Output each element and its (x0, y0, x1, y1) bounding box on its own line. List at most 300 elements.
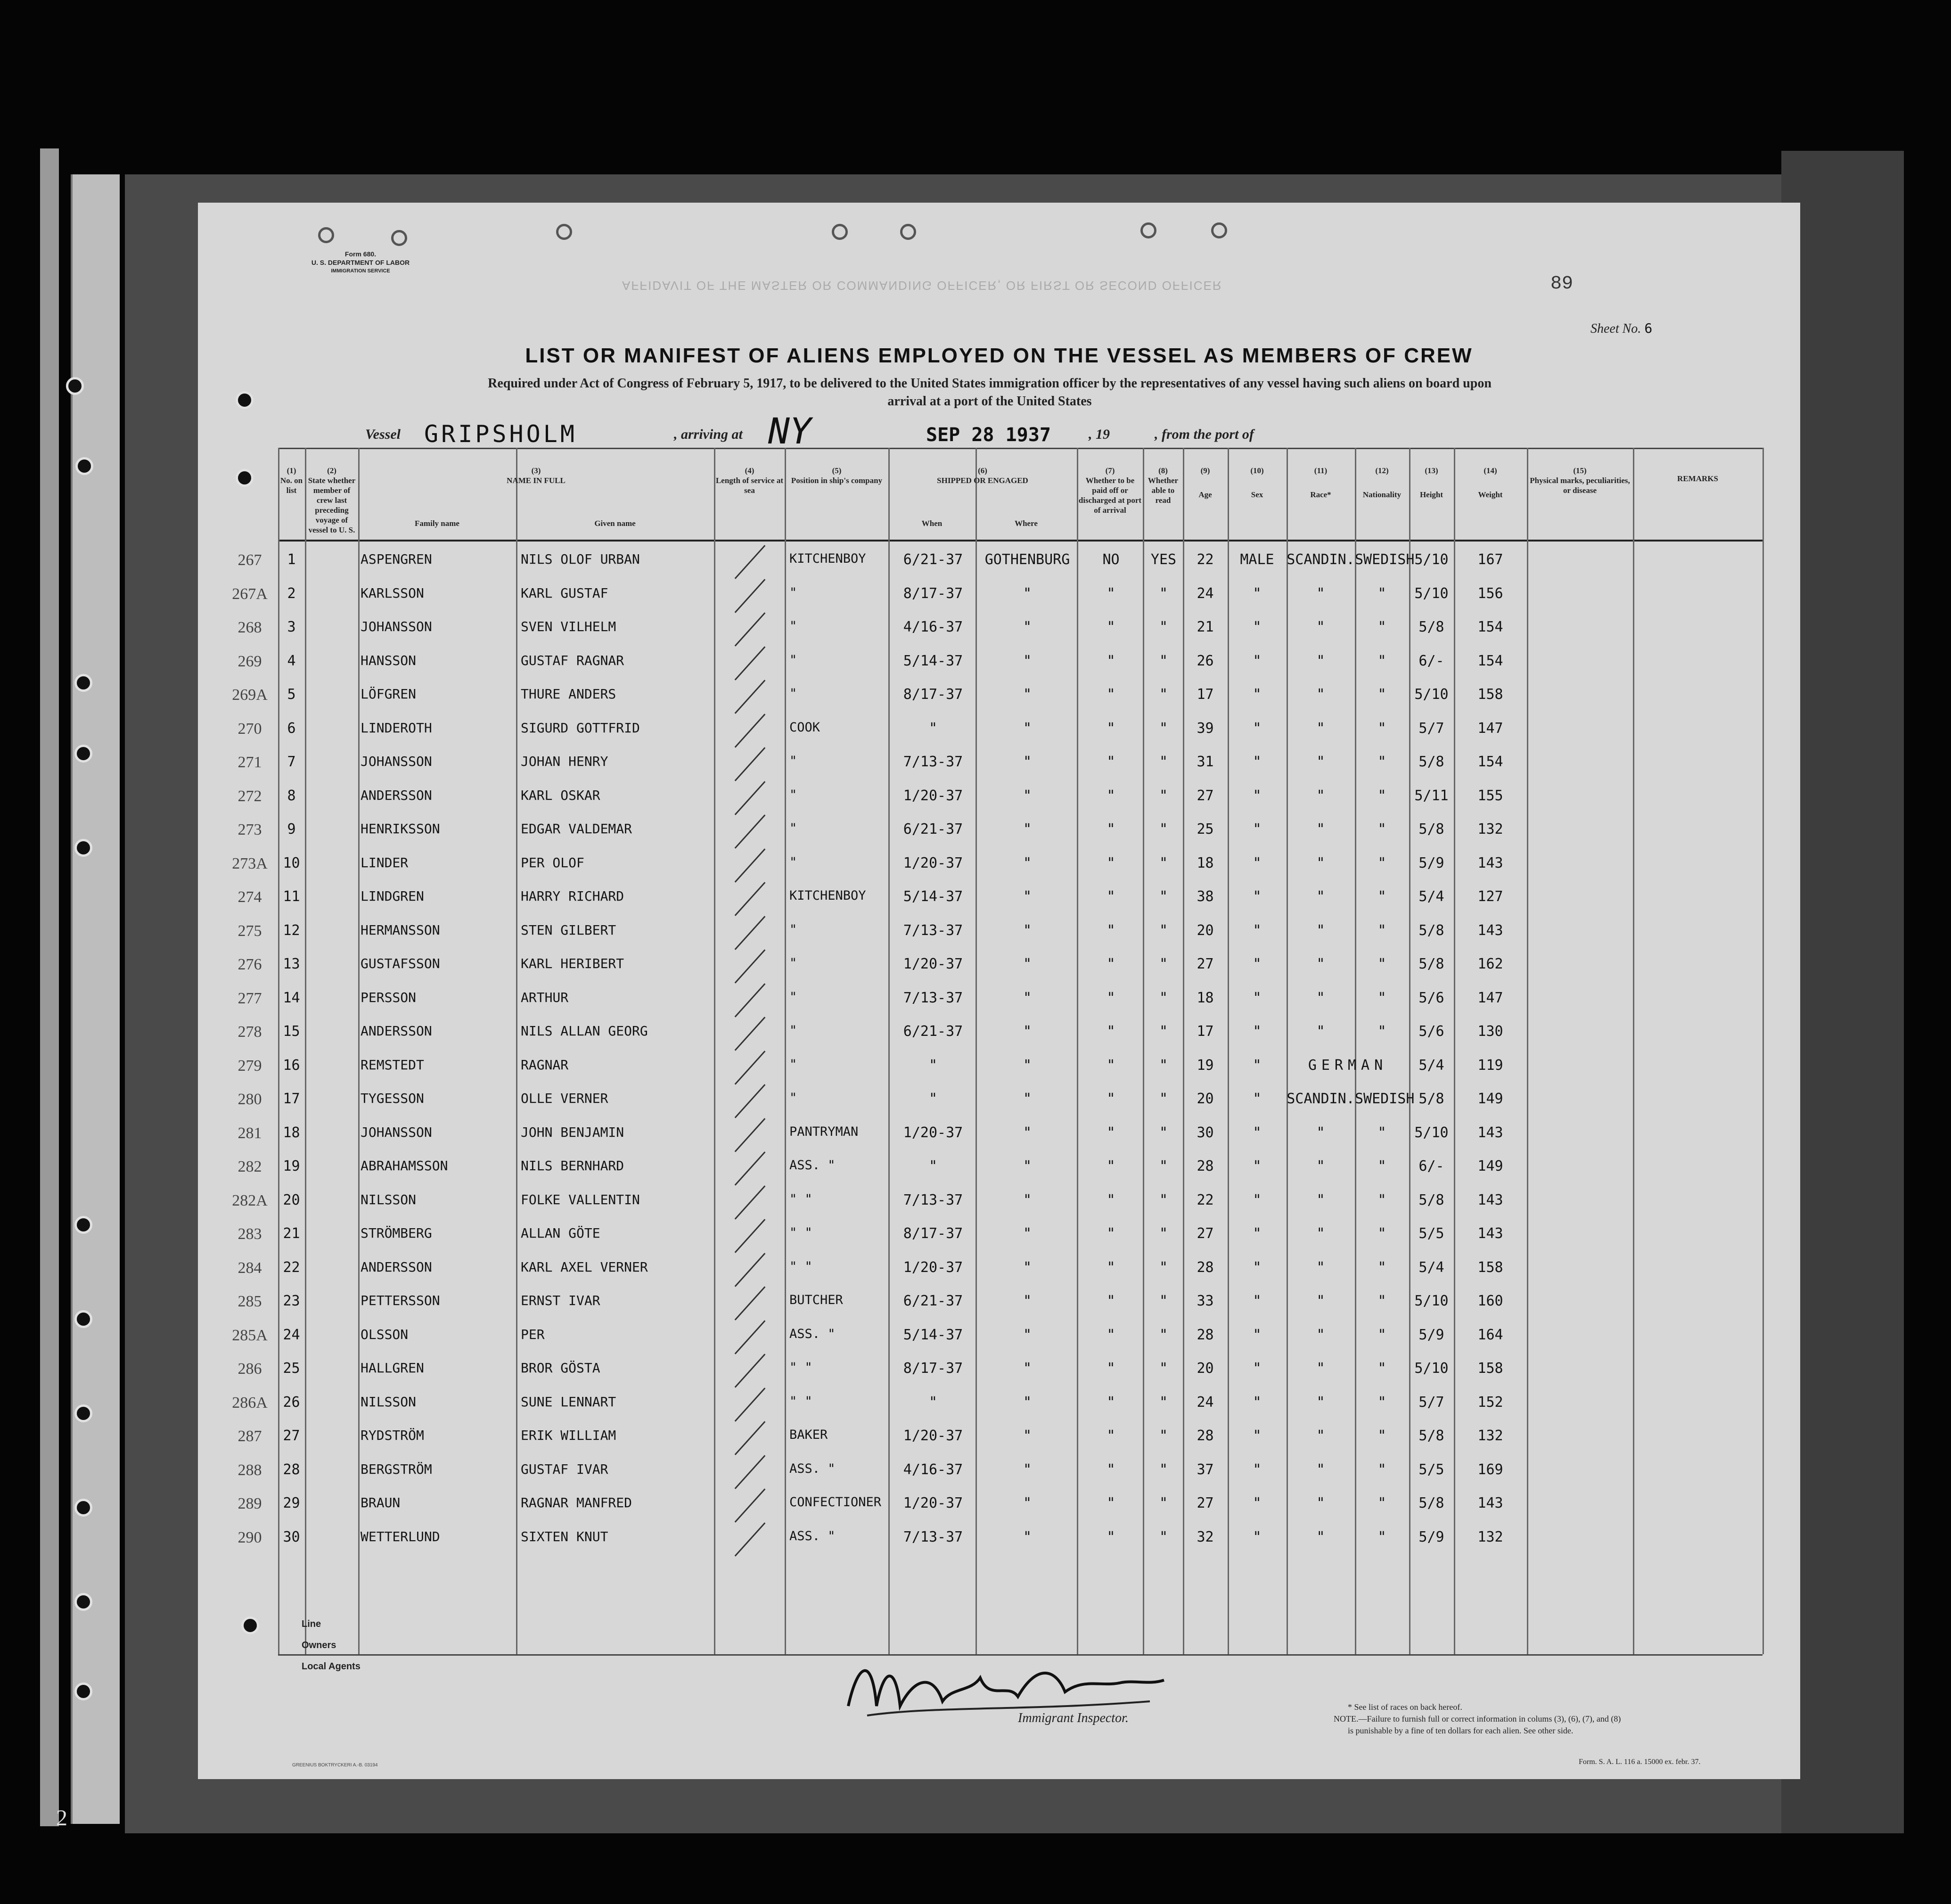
cell-row-number: 26 (283, 1394, 300, 1411)
cell-weight: 164 (1477, 1326, 1503, 1343)
vessel-label: Vessel (365, 427, 401, 442)
cell-shipped-when: 1/20-37 (903, 1495, 963, 1511)
table-row (238, 1490, 1762, 1524)
cell-ledger-number: 289 (238, 1495, 262, 1512)
cell-height: 6/- (1418, 652, 1444, 669)
vessel-name: GRIPSHOLM (424, 420, 577, 448)
cell-height: 5/7 (1418, 720, 1444, 737)
cell-height: 5/8 (1418, 821, 1444, 837)
cell-shipped-where: " (1023, 1293, 1032, 1309)
cell-position: " (789, 619, 797, 633)
cell-able-to-read: " (1159, 1225, 1168, 1242)
col-label: Length of service at sea (715, 476, 784, 495)
cell-sex: " (1253, 1191, 1262, 1208)
cell-paid-off: " (1107, 686, 1115, 703)
cell-position: " (789, 922, 797, 937)
cell-ledger-number: 271 (238, 754, 262, 771)
cell-given-name: JOHN BENJAMIN (521, 1124, 624, 1140)
cell-shipped-where: " (1023, 787, 1032, 804)
footnote (1334, 1701, 1777, 1737)
cell-paid-off: " (1107, 956, 1115, 972)
cell-family-name: TYGESSON (361, 1091, 424, 1106)
cell-able-to-read: " (1159, 956, 1168, 972)
cell-family-name: NILSSON (361, 1394, 417, 1410)
punch-hole-icon (75, 457, 93, 475)
cell-able-to-read: " (1159, 1293, 1168, 1309)
col-header-shipped (888, 466, 1077, 485)
cell-position: " " (789, 1191, 812, 1206)
cell-paid-off: " (1107, 1124, 1115, 1141)
cell-shipped-where: " (1023, 754, 1032, 770)
cell-given-name: BROR GÖSTA (521, 1360, 600, 1376)
cell-paid-off: " (1107, 989, 1115, 1006)
cell-nationality: " (1377, 922, 1386, 939)
cell-nationality: " (1377, 787, 1386, 804)
cell-race: " (1316, 619, 1325, 635)
col-index: (1) (287, 466, 296, 475)
cell-given-name: JOHAN HENRY (521, 754, 608, 769)
cell-position: " " (789, 1360, 812, 1375)
col-header-sex (1228, 466, 1287, 500)
cell-given-name: GUSTAF IVAR (521, 1461, 608, 1477)
cell-shipped-where: " (1023, 585, 1032, 602)
col-header-name (358, 466, 714, 485)
col-index: (7) (1105, 466, 1115, 475)
cell-nationality: " (1377, 989, 1386, 1006)
cell-shipped-when: 6/21-37 (903, 821, 963, 837)
cell-able-to-read: " (1159, 1259, 1168, 1276)
cell-able-to-read: " (1159, 821, 1168, 837)
cell-race: " (1316, 1495, 1325, 1511)
cell-paid-off: " (1107, 1225, 1115, 1242)
cell-able-to-read: " (1159, 585, 1168, 602)
cell-shipped-where: " (1023, 1057, 1032, 1074)
cell-given-name: OLLE VERNER (521, 1091, 608, 1106)
cell-family-name: RYDSTRÖM (361, 1428, 424, 1443)
printer-imprint: GREENIUS BOKTRYCKERI A.-B. 03194 (292, 1763, 378, 1768)
cell-height: 5/9 (1418, 1326, 1444, 1343)
cell-height: 5/10 (1414, 1360, 1449, 1377)
service-tick-mark (735, 882, 766, 916)
punch-hole-icon (236, 391, 254, 409)
cell-age: 20 (1197, 1091, 1214, 1107)
cell-position: " (789, 956, 797, 970)
cell-nationality: " (1377, 1191, 1386, 1208)
service-tick-mark (735, 579, 766, 613)
form-code: Form. S. A. L. 116 a. 15000 ex. febr. 37. (1579, 1758, 1701, 1766)
col-index: (2) (327, 466, 336, 475)
service-tick-mark (735, 1522, 766, 1557)
cell-position: CONFECTIONER (789, 1495, 882, 1510)
cell-shipped-when: 1/20-37 (903, 787, 963, 804)
table-row (238, 749, 1762, 783)
footnote-races: * See list of races on back hereof. (1348, 1702, 1462, 1712)
port-label: , from the port of (1155, 427, 1254, 442)
table-row (238, 1255, 1762, 1288)
cell-nationality: " (1377, 956, 1386, 972)
cell-sex: " (1253, 821, 1262, 837)
col-label: Whether able to read (1148, 476, 1179, 505)
cell-ledger-number: 287 (238, 1428, 262, 1445)
cell-age: 17 (1197, 686, 1214, 703)
cell-race: " (1316, 888, 1325, 905)
service-tick-mark (735, 1354, 766, 1388)
cell-sex: " (1253, 1091, 1262, 1107)
cell-sex: " (1253, 922, 1262, 939)
cell-ledger-number: 272 (238, 787, 262, 805)
table-row (238, 547, 1762, 581)
cell-sex: " (1253, 989, 1262, 1006)
cell-family-name: HANSSON (361, 652, 417, 668)
cell-row-number: 2 (287, 585, 296, 602)
cell-shipped-when: 8/17-37 (903, 1360, 963, 1377)
cell-age: 39 (1197, 720, 1214, 737)
service-tick-mark (735, 983, 766, 1018)
col-index: (6) (978, 466, 987, 475)
cell-weight: 130 (1477, 1023, 1503, 1040)
cell-given-name: KARL OSKAR (521, 787, 600, 803)
cell-family-name: HALLGREN (361, 1360, 424, 1376)
sheet-label: Sheet No. (1590, 321, 1641, 336)
cell-family-name: ANDERSSON (361, 1023, 432, 1039)
cell-given-name: FOLKE VALLENTIN (521, 1191, 640, 1207)
subtitle-line-2: arrival at a port of the United States (887, 394, 1092, 409)
cell-shipped-where: " (1023, 922, 1032, 939)
service-tick-mark (735, 1017, 766, 1051)
cell-row-number: 29 (283, 1495, 300, 1511)
page-title: LIST OR MANIFEST OF ALIENS EMPLOYED ON THE VESSEL AS MEMBERS OF CREW (525, 344, 1473, 367)
cell-shipped-when: 1/20-37 (903, 1124, 963, 1141)
cell-given-name: STEN GILBERT (521, 922, 616, 938)
cell-age: 30 (1197, 1124, 1214, 1141)
cell-race: " (1316, 1326, 1325, 1343)
cell-ledger-number: 286 (238, 1360, 262, 1378)
cell-row-number: 25 (283, 1360, 300, 1377)
cell-paid-off: " (1107, 1360, 1115, 1377)
cell-row-number: 18 (283, 1124, 300, 1141)
cell-position: BAKER (789, 1428, 828, 1442)
cell-shipped-when: 6/21-37 (903, 1023, 963, 1040)
cell-weight: 160 (1477, 1293, 1503, 1309)
cell-family-name: ABRAHAMSSON (361, 1158, 448, 1174)
col-header-physical-marks (1527, 466, 1633, 495)
cell-age: 28 (1197, 1428, 1214, 1444)
col-label: Sex (1251, 490, 1263, 499)
table-row (238, 918, 1762, 952)
cell-sex: " (1253, 854, 1262, 871)
col-label: Age (1198, 490, 1212, 499)
cell-height: 5/9 (1418, 854, 1444, 871)
col-header-family-name: Family name (415, 519, 459, 528)
cell-sex: " (1253, 1225, 1262, 1242)
cell-weight: 158 (1477, 1259, 1503, 1276)
cell-age: 22 (1197, 551, 1214, 568)
table-row (232, 1389, 1762, 1423)
cell-sex: " (1253, 585, 1262, 602)
cell-sex: MALE (1240, 551, 1274, 568)
col-index: (9) (1200, 466, 1210, 475)
cell-nationality: " (1377, 1394, 1386, 1411)
cell-sex: " (1253, 1495, 1262, 1511)
ring-icon (1211, 222, 1227, 238)
cell-able-to-read: " (1159, 619, 1168, 635)
cell-shipped-where: " (1023, 619, 1032, 635)
form-identifier (283, 250, 438, 275)
service-tick-mark (735, 1151, 766, 1186)
punch-hole-icon (74, 745, 92, 763)
ring-icon (556, 224, 572, 240)
cell-race: " (1316, 1428, 1325, 1444)
cell-able-to-read: " (1159, 754, 1168, 770)
cell-weight: 143 (1477, 922, 1503, 939)
cell-able-to-read: " (1159, 787, 1168, 804)
cell-shipped-where: " (1023, 686, 1032, 703)
manifest-sheet (198, 203, 1800, 1779)
table-row (238, 1423, 1762, 1457)
cell-family-name: HERMANSSON (361, 922, 440, 938)
col-header-age (1183, 466, 1228, 500)
cell-sex: " (1253, 754, 1262, 770)
cell-race: " (1316, 1360, 1325, 1377)
cell-sex: " (1253, 720, 1262, 737)
cell-sex: " (1253, 888, 1262, 905)
cell-row-number: 9 (287, 821, 296, 837)
table-row (238, 715, 1762, 749)
cell-able-to-read: " (1159, 854, 1168, 871)
cell-race: " (1316, 1225, 1325, 1242)
service-tick-mark (735, 680, 766, 714)
cell-age: 22 (1197, 1191, 1214, 1208)
cell-given-name: THURE ANDERS (521, 686, 616, 702)
col-header-race (1287, 466, 1355, 500)
cell-age: 32 (1197, 1528, 1214, 1545)
cell-given-name: RAGNAR (521, 1057, 569, 1073)
cell-weight: 155 (1477, 787, 1503, 804)
cell-able-to-read: " (1159, 1528, 1168, 1545)
cell-ledger-number: 288 (238, 1461, 262, 1479)
cell-race: " (1316, 585, 1325, 602)
cell-position: " (789, 821, 797, 836)
cell-age: 37 (1197, 1461, 1214, 1478)
cell-race: " (1316, 1394, 1325, 1411)
ring-icon (1140, 222, 1156, 238)
cell-age: 27 (1197, 1495, 1214, 1511)
cell-paid-off: " (1107, 720, 1115, 737)
cell-race: " (1316, 989, 1325, 1006)
cell-paid-off: " (1107, 1158, 1115, 1174)
cell-row-number: 16 (283, 1057, 300, 1074)
cell-shipped-when: 8/17-37 (903, 585, 963, 602)
cell-ledger-number: 275 (238, 922, 262, 940)
page-subtitle (353, 375, 1626, 410)
cell-weight: 132 (1477, 821, 1503, 837)
ring-icon (318, 227, 334, 243)
cell-row-number: 6 (287, 720, 296, 737)
cell-race: " (1316, 720, 1325, 737)
cell-height: 5/5 (1418, 1461, 1444, 1478)
department-name: U. S. DEPARTMENT OF LABOR (311, 259, 410, 266)
cell-sex: " (1253, 1124, 1262, 1141)
cell-paid-off: " (1107, 585, 1115, 602)
cell-shipped-when: " (928, 1394, 938, 1411)
cell-race: " (1316, 1293, 1325, 1309)
cell-weight: 149 (1477, 1091, 1503, 1107)
service-tick-mark (735, 747, 766, 781)
table-row (238, 951, 1762, 985)
cell-race: " (1316, 1528, 1325, 1545)
cell-shipped-when: 5/14-37 (903, 1326, 963, 1343)
cell-shipped-where: " (1023, 1091, 1032, 1107)
cell-race: " (1316, 1023, 1325, 1040)
cell-able-to-read: YES (1150, 551, 1177, 568)
col-index: (3) (531, 466, 541, 475)
cell-row-number: 19 (283, 1158, 300, 1174)
cell-paid-off: " (1107, 1057, 1115, 1074)
table-row (238, 1086, 1762, 1120)
cell-nationality: " (1377, 754, 1386, 770)
cell-sex: " (1253, 1023, 1262, 1040)
col-label: State whether member of crew last preceding voyage of vessel to U. S. (308, 476, 356, 534)
table-row (238, 1153, 1762, 1187)
cell-ledger-number: 285 (238, 1293, 262, 1310)
col-line (1762, 448, 1764, 1654)
table-row (238, 884, 1762, 918)
cell-row-number: 23 (283, 1293, 300, 1309)
cell-shipped-when: " (928, 1091, 938, 1107)
cell-shipped-when: 8/17-37 (903, 686, 963, 703)
col-header-remarks: REMARKS (1677, 474, 1718, 483)
cell-nationality: " (1377, 1528, 1386, 1545)
frame-number: 2 (56, 1806, 67, 1830)
table-row (238, 1221, 1762, 1255)
cell-ledger-number: 285A (232, 1326, 268, 1344)
cell-shipped-where: " (1023, 1394, 1032, 1411)
cell-race: " (1316, 652, 1325, 669)
cell-race: " (1316, 1191, 1325, 1208)
cell-nationality: " (1377, 1023, 1386, 1040)
cell-shipped-when: 7/13-37 (903, 922, 963, 939)
subtitle-line-1: Required under Act of Congress of February 5, 1917, to be delivered to the United States immigration officer by the representatives of any vessel having such aliens on board upon (488, 376, 1492, 391)
cell-ledger-number: 268 (238, 619, 262, 636)
cell-height: 5/7 (1418, 1394, 1444, 1411)
cell-age: 24 (1197, 585, 1214, 602)
cell-ledger-number: 269 (238, 652, 262, 670)
cell-race: SCANDIN. (1287, 551, 1355, 568)
cell-able-to-read: " (1159, 1023, 1168, 1040)
cell-row-number: 3 (287, 619, 296, 635)
cell-age: 27 (1197, 787, 1214, 804)
footnote-fine: is punishable by a fine of ten dollars for each alien. See other side. (1348, 1726, 1574, 1735)
header-rule (278, 540, 1762, 542)
cell-position: ASS. " (789, 1158, 836, 1173)
cell-sex: " (1253, 1360, 1262, 1377)
cell-paid-off: " (1107, 787, 1115, 804)
cell-shipped-when: " (928, 1158, 938, 1174)
cell-position: " " (789, 1394, 812, 1409)
cell-weight: 147 (1477, 720, 1503, 737)
cell-given-name: RAGNAR MANFRED (521, 1495, 632, 1510)
cell-height: 5/8 (1418, 956, 1444, 972)
cell-nationality: SWEDISH (1355, 551, 1415, 568)
cell-height: 5/6 (1418, 1023, 1444, 1040)
table-row (238, 985, 1762, 1019)
cell-row-number: 7 (287, 754, 296, 770)
cell-race: " (1316, 787, 1325, 804)
col-label: No. on list (280, 476, 303, 495)
cell-race: " (1316, 686, 1325, 703)
cell-shipped-when: 8/17-37 (903, 1225, 963, 1242)
cell-height: 5/8 (1418, 1428, 1444, 1444)
cell-family-name: PERSSON (361, 989, 417, 1005)
cell-given-name: ARTHUR (521, 989, 569, 1005)
cell-age: 24 (1197, 1394, 1214, 1411)
line-label: Line (302, 1619, 321, 1629)
cell-able-to-read: " (1159, 922, 1168, 939)
cell-shipped-when: 7/13-37 (903, 1191, 963, 1208)
col-index: (15) (1573, 466, 1587, 475)
cell-row-number: 5 (287, 686, 296, 703)
cell-nationality: " (1377, 821, 1386, 837)
cell-paid-off: " (1107, 922, 1115, 939)
cell-sex: " (1253, 1259, 1262, 1276)
service-tick-mark (735, 612, 766, 647)
table-top-rule (278, 448, 1762, 449)
table-row (238, 1355, 1762, 1389)
cell-given-name: KARL GUSTAF (521, 585, 608, 601)
cell-sex: " (1253, 1528, 1262, 1545)
cell-height: 5/10 (1414, 1293, 1449, 1309)
table-row (238, 1052, 1762, 1086)
service-tick-mark (735, 1084, 766, 1118)
cell-sex: " (1253, 1057, 1262, 1074)
punch-hole-icon (74, 674, 92, 692)
col-header-where: Where (1015, 519, 1038, 528)
cell-shipped-where: " (1023, 1528, 1032, 1545)
table-row (232, 681, 1762, 715)
cell-able-to-read: " (1159, 1326, 1168, 1343)
cell-shipped-where: GOTHENBURG (984, 551, 1070, 568)
punch-hole-icon (236, 469, 254, 487)
cell-row-number: 17 (283, 1091, 300, 1107)
cell-able-to-read: " (1159, 888, 1168, 905)
cell-able-to-read: " (1159, 1428, 1168, 1444)
service-tick-mark (735, 1286, 766, 1321)
cell-family-name: ANDERSSON (361, 1259, 432, 1275)
cell-shipped-where: " (1023, 652, 1032, 669)
cell-family-name: KARLSSON (361, 585, 424, 601)
cell-position: " (789, 989, 797, 1004)
cell-height: 5/10 (1414, 1124, 1449, 1141)
cell-ledger-number: 282A (232, 1191, 268, 1209)
cell-shipped-where: " (1023, 956, 1032, 972)
cell-family-name: STRÖMBERG (361, 1225, 432, 1241)
cell-race: SCANDIN. (1287, 1091, 1355, 1107)
cell-shipped-where: " (1023, 989, 1032, 1006)
cell-age: 38 (1197, 888, 1214, 905)
form-number: Form 680. (344, 250, 377, 258)
cell-weight: 158 (1477, 1360, 1503, 1377)
cell-height: 5/9 (1418, 1528, 1444, 1545)
cell-position: ASS. " (789, 1528, 836, 1543)
col-label: Nationality (1362, 490, 1402, 499)
cell-shipped-when: " (928, 720, 938, 737)
cell-ledger-number: 281 (238, 1124, 262, 1142)
cell-height: 5/4 (1418, 1259, 1444, 1276)
cell-height: 5/8 (1418, 1091, 1444, 1107)
cell-able-to-read: " (1159, 1124, 1168, 1141)
cell-ledger-number: 273 (238, 821, 262, 838)
cell-age: 28 (1197, 1259, 1214, 1276)
